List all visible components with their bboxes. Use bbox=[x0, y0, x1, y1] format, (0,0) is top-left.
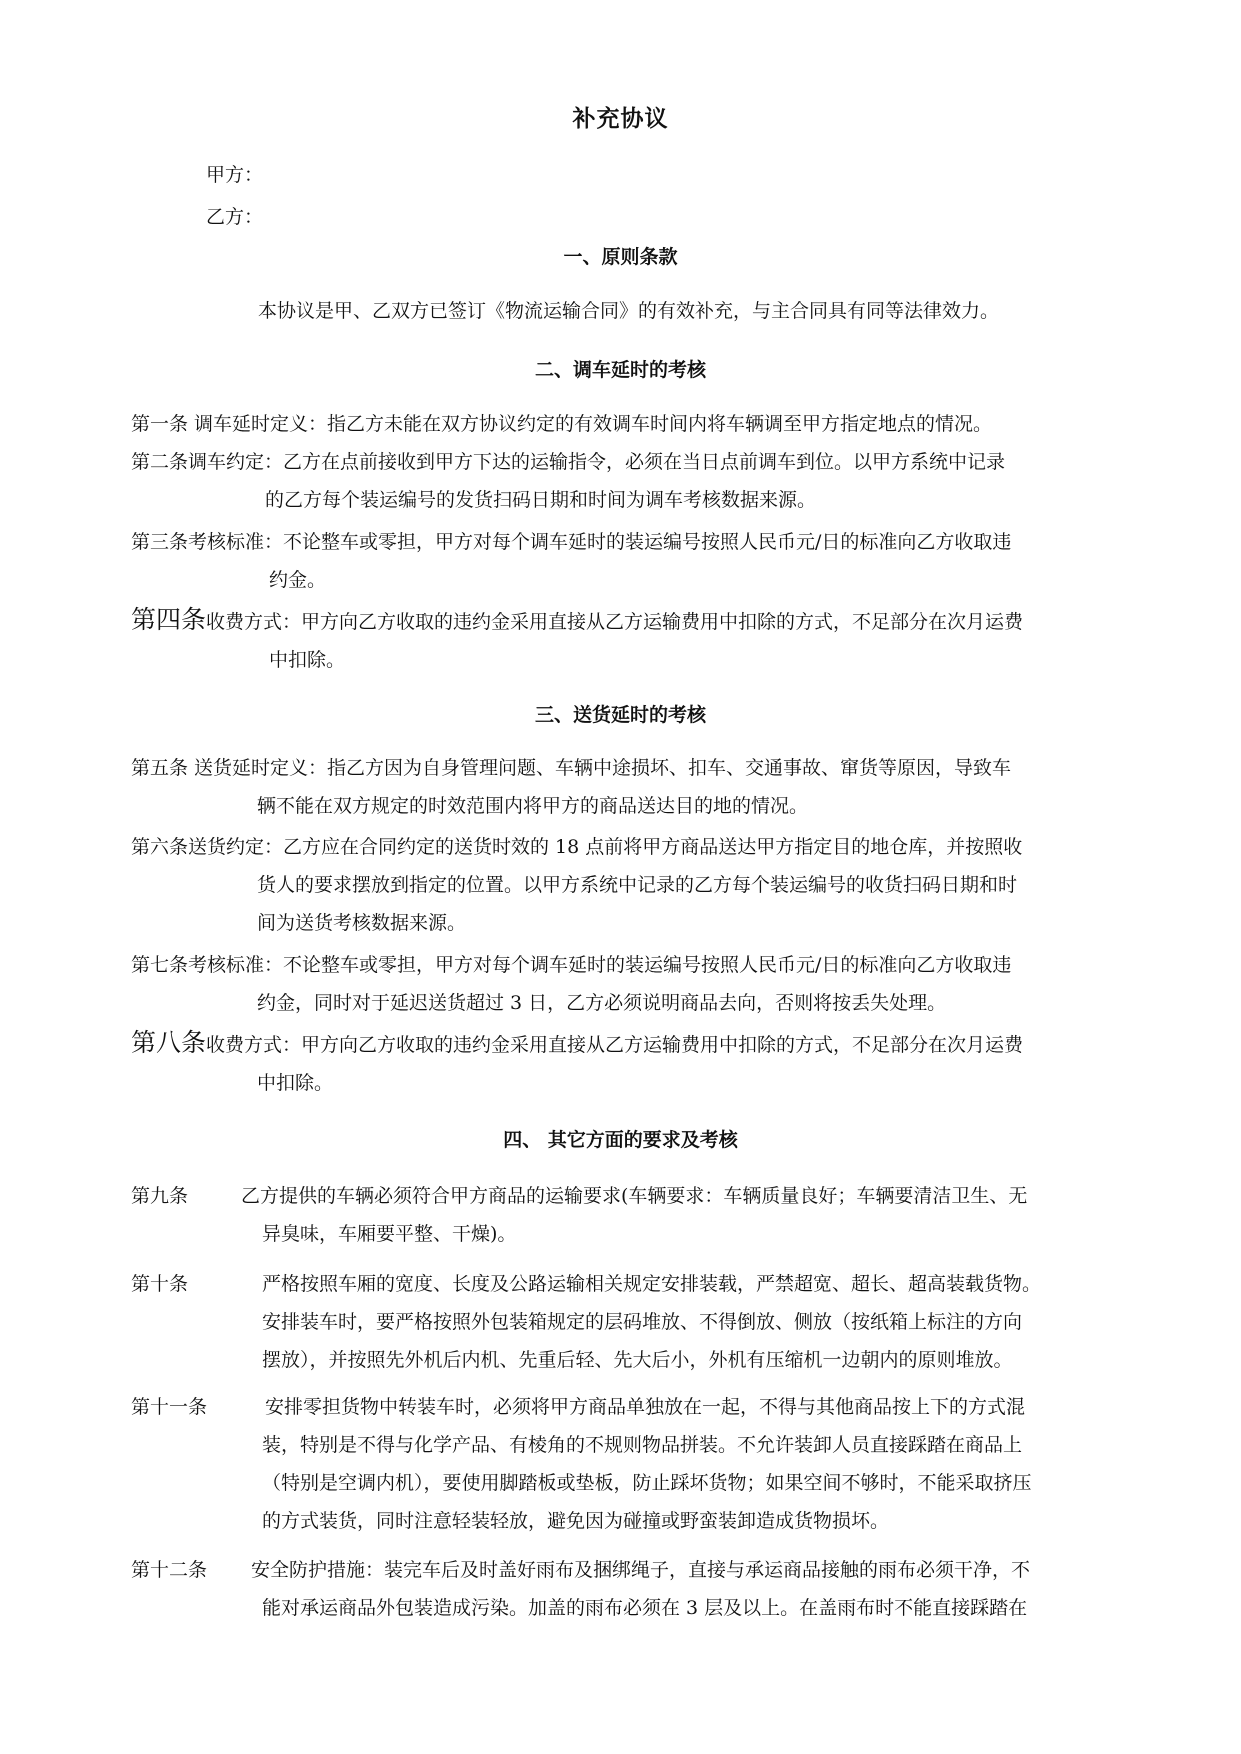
article-11-line-4: 的方式装货，同时注意轻装轻放，避免因为碰撞或野蛮装卸造成货物损坏。 bbox=[262, 1510, 890, 1532]
article-7-line-1: 考核标准：不论整车或零担，甲方对每个调车延时的装运编号按照人民币元/日的标准向乙方收取违 bbox=[188, 954, 1012, 976]
article-2-label: 第二条 bbox=[131, 451, 189, 473]
article-9-line-1: 乙方提供的车辆必须符合甲方商品的运输要求(车辆要求：车辆质量良好；车辆要清洁卫生、无 bbox=[241, 1185, 1028, 1207]
article-9-line-2: 异臭味，车厢要平整、干燥)。 bbox=[262, 1223, 517, 1245]
article-5-label: 第五条 bbox=[131, 757, 189, 779]
article-7-label: 第七条 bbox=[131, 954, 189, 976]
section-1-text: 本协议是甲、乙双方已签订《物流运输合同》的有效补充，与主合同具有同等法律效力。 bbox=[258, 300, 1000, 322]
article-4-line-1: 收费方式：甲方向乙方收取的违约金采用直接从乙方运输费用中扣除的方式，不足部分在次月运费 bbox=[206, 611, 1024, 633]
article-7 bbox=[131, 946, 1011, 1022]
section-3-heading: 三、送货延时的考核 bbox=[534, 704, 706, 726]
article-10-line-1: 严格按照车厢的宽度、长度及公路运输相关规定安排装载，严禁超宽、超长、超高装载货物。 bbox=[262, 1273, 1042, 1295]
article-1-line-1: 调车延时定义：指乙方未能在双方协议约定的有效调车时间内将车辆调至甲方指定地点的情况。 bbox=[188, 413, 993, 435]
article-2 bbox=[131, 443, 1005, 519]
article-6 bbox=[131, 828, 1022, 942]
article-5-line-1: 送货延时定义：指乙方因为自身管理问题、车辆中途损坏、扣车、交通事故、窜货等原因，导致车 bbox=[188, 757, 1012, 779]
article-8-line-2: 中扣除。 bbox=[257, 1072, 334, 1094]
article-10-line-2: 安排装车时，要严格按照外包装箱规定的层码堆放、不得倒放、侧放（按纸箱上标注的方向 bbox=[262, 1311, 1023, 1333]
section-2-heading: 二、调车延时的考核 bbox=[534, 359, 706, 381]
article-11-line-1: 安排零担货物中转装车时，必须将甲方商品单独放在一起，不得与其他商品按上下的方式混 bbox=[265, 1396, 1026, 1418]
party-b-label: 乙方： bbox=[206, 206, 264, 228]
article-3-label: 第三条 bbox=[131, 531, 189, 553]
article-4-label: 第四条 bbox=[131, 605, 207, 634]
article-6-label: 第六条 bbox=[131, 836, 189, 858]
article-11-line-2: 装，特别是不得与化学产品、有棱角的不规则物品拼装。不允许装卸人员直接踩踏在商品上 bbox=[262, 1434, 1023, 1456]
article-11 bbox=[131, 1388, 1032, 1540]
article-6-line-3: 间为送货考核数据来源。 bbox=[257, 912, 467, 934]
article-11-label: 第十一条 bbox=[131, 1396, 208, 1418]
article-1-label: 第一条 bbox=[131, 413, 189, 435]
article-1 bbox=[131, 405, 992, 443]
document-title: 补充协议 bbox=[572, 105, 669, 132]
article-3 bbox=[131, 523, 1011, 599]
article-3-line-1: 考核标准：不论整车或零担，甲方对每个调车延时的装运编号按照人民币元/日的标准向乙方收取违 bbox=[188, 531, 1012, 553]
article-12 bbox=[131, 1551, 1030, 1627]
article-3-line-2: 约金。 bbox=[269, 569, 327, 591]
article-6-line-2: 货人的要求摆放到指定的位置。以甲方系统中记录的乙方每个装运编号的收货扫码日期和时 bbox=[257, 874, 1018, 896]
article-9-label: 第九条 bbox=[131, 1185, 189, 1207]
article-5-line-2: 辆不能在双方规定的时效范围内将甲方的商品送达目的地的情况。 bbox=[257, 795, 809, 817]
article-12-line-1: 安全防护措施：装完车后及时盖好雨布及捆绑绳子，直接与承运商品接触的雨布必须干净，不 bbox=[251, 1559, 1031, 1581]
article-11-line-3: （特别是空调内机），要使用脚踏板或垫板，防止踩坏货物；如果空间不够时，不能采取挤压 bbox=[262, 1472, 1032, 1494]
article-12-line-2: 能对承运商品外包装造成污染。加盖的雨布必须在 3 层及以上。在盖雨布时不能直接踩踏在 bbox=[262, 1597, 1028, 1619]
article-9 bbox=[131, 1177, 1027, 1253]
article-6-line-1: 送货约定：乙方应在合同约定的送货时效的 18 点前将甲方商品送达甲方指定目的地仓库，并按照收 bbox=[188, 836, 1023, 858]
section-4-heading: 四、 其它方面的要求及考核 bbox=[503, 1129, 738, 1151]
article-10-line-3: 摆放），并按照先外机后内机、先重后轻、先大后小，外机有压缩机一边朝内的原则堆放。 bbox=[262, 1349, 1013, 1371]
article-4-line-2: 中扣除。 bbox=[269, 649, 346, 671]
article-8 bbox=[131, 1024, 1023, 1102]
article-10-label: 第十条 bbox=[131, 1273, 189, 1295]
article-2-line-1: 调车约定：乙方在点前接收到甲方下达的运输指令，必须在当日点前调车到位。以甲方系统中记录 bbox=[188, 451, 1006, 473]
article-12-label: 第十二条 bbox=[131, 1559, 208, 1581]
article-8-label: 第八条 bbox=[131, 1028, 207, 1057]
article-7-line-2: 约金，同时对于延迟送货超过 3 日，乙方必须说明商品去向，否则将按丢失处理。 bbox=[257, 992, 947, 1014]
article-2-line-2: 的乙方每个装运编号的发货扫码日期和时间为调车考核数据来源。 bbox=[265, 489, 817, 511]
article-10 bbox=[131, 1265, 1041, 1379]
article-4 bbox=[131, 601, 1023, 679]
party-a-label: 甲方： bbox=[206, 164, 264, 186]
section-1-heading: 一、原则条款 bbox=[563, 246, 678, 268]
article-8-line-1: 收费方式：甲方向乙方收取的违约金采用直接从乙方运输费用中扣除的方式，不足部分在次月运费 bbox=[206, 1034, 1024, 1056]
article-5 bbox=[131, 749, 1011, 825]
